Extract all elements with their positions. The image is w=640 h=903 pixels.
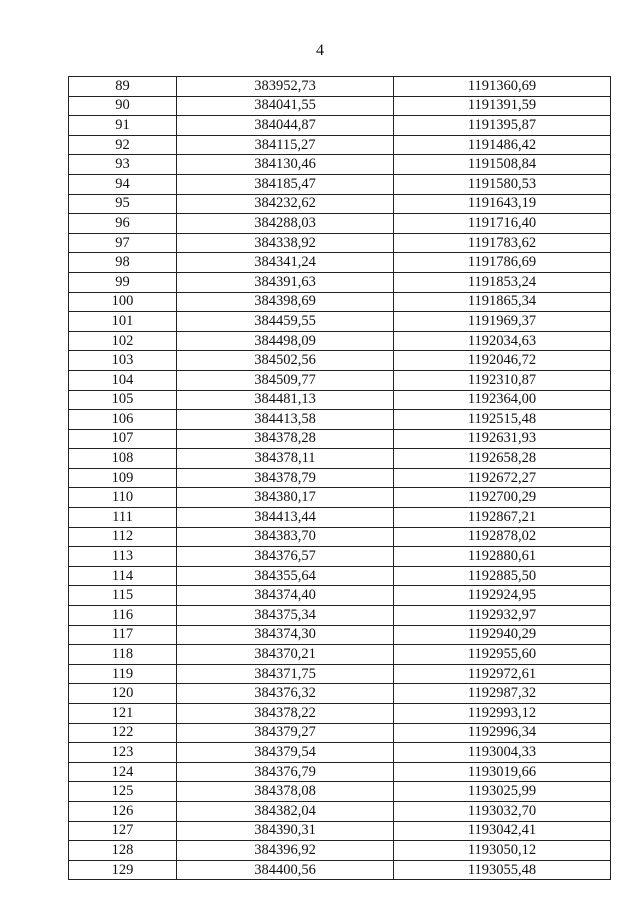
x-coordinate-cell: 384400,56	[177, 860, 394, 880]
x-coordinate-cell: 384379,27	[177, 723, 394, 743]
y-coordinate-cell: 1192955,60	[394, 645, 611, 665]
x-coordinate-cell: 384376,32	[177, 684, 394, 704]
table-row	[69, 821, 611, 841]
point-number-cell: 95	[69, 194, 177, 214]
y-coordinate-cell: 1192880,61	[394, 547, 611, 567]
x-coordinate-cell: 384509,77	[177, 370, 394, 390]
table-row	[69, 547, 611, 567]
table-row	[69, 116, 611, 136]
table-row	[69, 174, 611, 194]
point-number-cell: 89	[69, 77, 177, 97]
table-row	[69, 312, 611, 332]
y-coordinate-cell: 1191865,34	[394, 292, 611, 312]
y-coordinate-cell: 1192631,93	[394, 429, 611, 449]
point-number-cell: 114	[69, 566, 177, 586]
point-number-cell: 117	[69, 625, 177, 645]
y-coordinate-cell: 1193004,33	[394, 743, 611, 763]
y-coordinate-cell: 1193025,99	[394, 782, 611, 802]
table-row	[69, 645, 611, 665]
point-number-cell: 127	[69, 821, 177, 841]
x-coordinate-cell: 384380,17	[177, 488, 394, 508]
table-row	[69, 684, 611, 704]
y-coordinate-cell: 1192672,27	[394, 468, 611, 488]
coordinates-table	[68, 76, 611, 880]
point-number-cell: 91	[69, 116, 177, 136]
y-coordinate-cell: 1191969,37	[394, 312, 611, 332]
table-row	[69, 135, 611, 155]
point-number-cell: 113	[69, 547, 177, 567]
x-coordinate-cell: 384378,11	[177, 449, 394, 469]
x-coordinate-cell: 384378,22	[177, 704, 394, 724]
point-number-cell: 106	[69, 410, 177, 430]
x-coordinate-cell: 384130,46	[177, 155, 394, 175]
x-coordinate-cell: 384498,09	[177, 331, 394, 351]
x-coordinate-cell: 384378,08	[177, 782, 394, 802]
y-coordinate-cell: 1191508,84	[394, 155, 611, 175]
y-coordinate-cell: 1191360,69	[394, 77, 611, 97]
x-coordinate-cell: 384370,21	[177, 645, 394, 665]
table-row	[69, 586, 611, 606]
y-coordinate-cell: 1193042,41	[394, 821, 611, 841]
table-row	[69, 704, 611, 724]
y-coordinate-cell: 1192700,29	[394, 488, 611, 508]
table-row	[69, 801, 611, 821]
y-coordinate-cell: 1192867,21	[394, 508, 611, 528]
table-row	[69, 488, 611, 508]
point-number-cell: 128	[69, 841, 177, 861]
x-coordinate-cell: 384391,63	[177, 272, 394, 292]
y-coordinate-cell: 1192987,32	[394, 684, 611, 704]
x-coordinate-cell: 384413,44	[177, 508, 394, 528]
x-coordinate-cell: 384374,40	[177, 586, 394, 606]
point-number-cell: 120	[69, 684, 177, 704]
table-row	[69, 194, 611, 214]
point-number-cell: 112	[69, 527, 177, 547]
coordinates-table-body	[69, 77, 611, 880]
x-coordinate-cell: 384375,34	[177, 606, 394, 626]
point-number-cell: 110	[69, 488, 177, 508]
y-coordinate-cell: 1191643,19	[394, 194, 611, 214]
point-number-cell: 121	[69, 704, 177, 724]
point-number-cell: 105	[69, 390, 177, 410]
point-number-cell: 116	[69, 606, 177, 626]
table-row	[69, 508, 611, 528]
point-number-cell: 102	[69, 331, 177, 351]
table-row	[69, 331, 611, 351]
y-coordinate-cell: 1192310,87	[394, 370, 611, 390]
page-number: 4	[316, 42, 324, 59]
x-coordinate-cell: 383952,73	[177, 77, 394, 97]
point-number-cell: 100	[69, 292, 177, 312]
table-row	[69, 410, 611, 430]
table-row	[69, 155, 611, 175]
table-row	[69, 214, 611, 234]
table-row	[69, 625, 611, 645]
point-number-cell: 108	[69, 449, 177, 469]
y-coordinate-cell: 1191783,62	[394, 233, 611, 253]
y-coordinate-cell: 1192515,48	[394, 410, 611, 430]
y-coordinate-cell: 1192885,50	[394, 566, 611, 586]
point-number-cell: 119	[69, 664, 177, 684]
x-coordinate-cell: 384115,27	[177, 135, 394, 155]
point-number-cell: 125	[69, 782, 177, 802]
point-number-cell: 124	[69, 762, 177, 782]
y-coordinate-cell: 1192046,72	[394, 351, 611, 371]
x-coordinate-cell: 384044,87	[177, 116, 394, 136]
table-row	[69, 429, 611, 449]
y-coordinate-cell: 1193050,12	[394, 841, 611, 861]
table-row	[69, 449, 611, 469]
table-row	[69, 762, 611, 782]
y-coordinate-cell: 1191786,69	[394, 253, 611, 273]
y-coordinate-cell: 1192364,00	[394, 390, 611, 410]
point-number-cell: 92	[69, 135, 177, 155]
x-coordinate-cell: 384502,56	[177, 351, 394, 371]
y-coordinate-cell: 1191580,53	[394, 174, 611, 194]
table-row	[69, 96, 611, 116]
y-coordinate-cell: 1191716,40	[394, 214, 611, 234]
table-row	[69, 468, 611, 488]
point-number-cell: 104	[69, 370, 177, 390]
x-coordinate-cell: 384288,03	[177, 214, 394, 234]
x-coordinate-cell: 384041,55	[177, 96, 394, 116]
point-number-cell: 96	[69, 214, 177, 234]
table-row	[69, 606, 611, 626]
table-row	[69, 351, 611, 371]
x-coordinate-cell: 384413,58	[177, 410, 394, 430]
x-coordinate-cell: 384338,92	[177, 233, 394, 253]
x-coordinate-cell: 384459,55	[177, 312, 394, 332]
y-coordinate-cell: 1191391,59	[394, 96, 611, 116]
point-number-cell: 126	[69, 801, 177, 821]
point-number-cell: 97	[69, 233, 177, 253]
y-coordinate-cell: 1192034,63	[394, 331, 611, 351]
table-row	[69, 723, 611, 743]
y-coordinate-cell: 1192993,12	[394, 704, 611, 724]
y-coordinate-cell: 1192940,29	[394, 625, 611, 645]
x-coordinate-cell: 384378,79	[177, 468, 394, 488]
x-coordinate-cell: 384390,31	[177, 821, 394, 841]
x-coordinate-cell: 384396,92	[177, 841, 394, 861]
point-number-cell: 98	[69, 253, 177, 273]
x-coordinate-cell: 384341,24	[177, 253, 394, 273]
point-number-cell: 101	[69, 312, 177, 332]
table-row	[69, 527, 611, 547]
table-row	[69, 566, 611, 586]
table-row	[69, 390, 611, 410]
point-number-cell: 123	[69, 743, 177, 763]
x-coordinate-cell: 384371,75	[177, 664, 394, 684]
table-row	[69, 664, 611, 684]
y-coordinate-cell: 1193055,48	[394, 860, 611, 880]
table-row	[69, 77, 611, 97]
table-row	[69, 743, 611, 763]
x-coordinate-cell: 384383,70	[177, 527, 394, 547]
table-row	[69, 860, 611, 880]
x-coordinate-cell: 384481,13	[177, 390, 394, 410]
point-number-cell: 118	[69, 645, 177, 665]
x-coordinate-cell: 384232,62	[177, 194, 394, 214]
y-coordinate-cell: 1191395,87	[394, 116, 611, 136]
table-row	[69, 253, 611, 273]
table-row	[69, 370, 611, 390]
y-coordinate-cell: 1193019,66	[394, 762, 611, 782]
y-coordinate-cell: 1191486,42	[394, 135, 611, 155]
point-number-cell: 99	[69, 272, 177, 292]
point-number-cell: 94	[69, 174, 177, 194]
point-number-cell: 109	[69, 468, 177, 488]
table-row	[69, 272, 611, 292]
point-number-cell: 107	[69, 429, 177, 449]
x-coordinate-cell: 384376,79	[177, 762, 394, 782]
y-coordinate-cell: 1192878,02	[394, 527, 611, 547]
x-coordinate-cell: 384378,28	[177, 429, 394, 449]
point-number-cell: 111	[69, 508, 177, 528]
table-row	[69, 233, 611, 253]
x-coordinate-cell: 384376,57	[177, 547, 394, 567]
x-coordinate-cell: 384355,64	[177, 566, 394, 586]
y-coordinate-cell: 1191853,24	[394, 272, 611, 292]
table-row	[69, 841, 611, 861]
table-row	[69, 782, 611, 802]
point-number-cell: 103	[69, 351, 177, 371]
y-coordinate-cell: 1192924,95	[394, 586, 611, 606]
x-coordinate-cell: 384398,69	[177, 292, 394, 312]
x-coordinate-cell: 384379,54	[177, 743, 394, 763]
x-coordinate-cell: 384374,30	[177, 625, 394, 645]
point-number-cell: 129	[69, 860, 177, 880]
y-coordinate-cell: 1192996,34	[394, 723, 611, 743]
y-coordinate-cell: 1193032,70	[394, 801, 611, 821]
x-coordinate-cell: 384382,04	[177, 801, 394, 821]
point-number-cell: 90	[69, 96, 177, 116]
table-row	[69, 292, 611, 312]
point-number-cell: 115	[69, 586, 177, 606]
y-coordinate-cell: 1192658,28	[394, 449, 611, 469]
y-coordinate-cell: 1192972,61	[394, 664, 611, 684]
y-coordinate-cell: 1192932,97	[394, 606, 611, 626]
point-number-cell: 93	[69, 155, 177, 175]
x-coordinate-cell: 384185,47	[177, 174, 394, 194]
point-number-cell: 122	[69, 723, 177, 743]
